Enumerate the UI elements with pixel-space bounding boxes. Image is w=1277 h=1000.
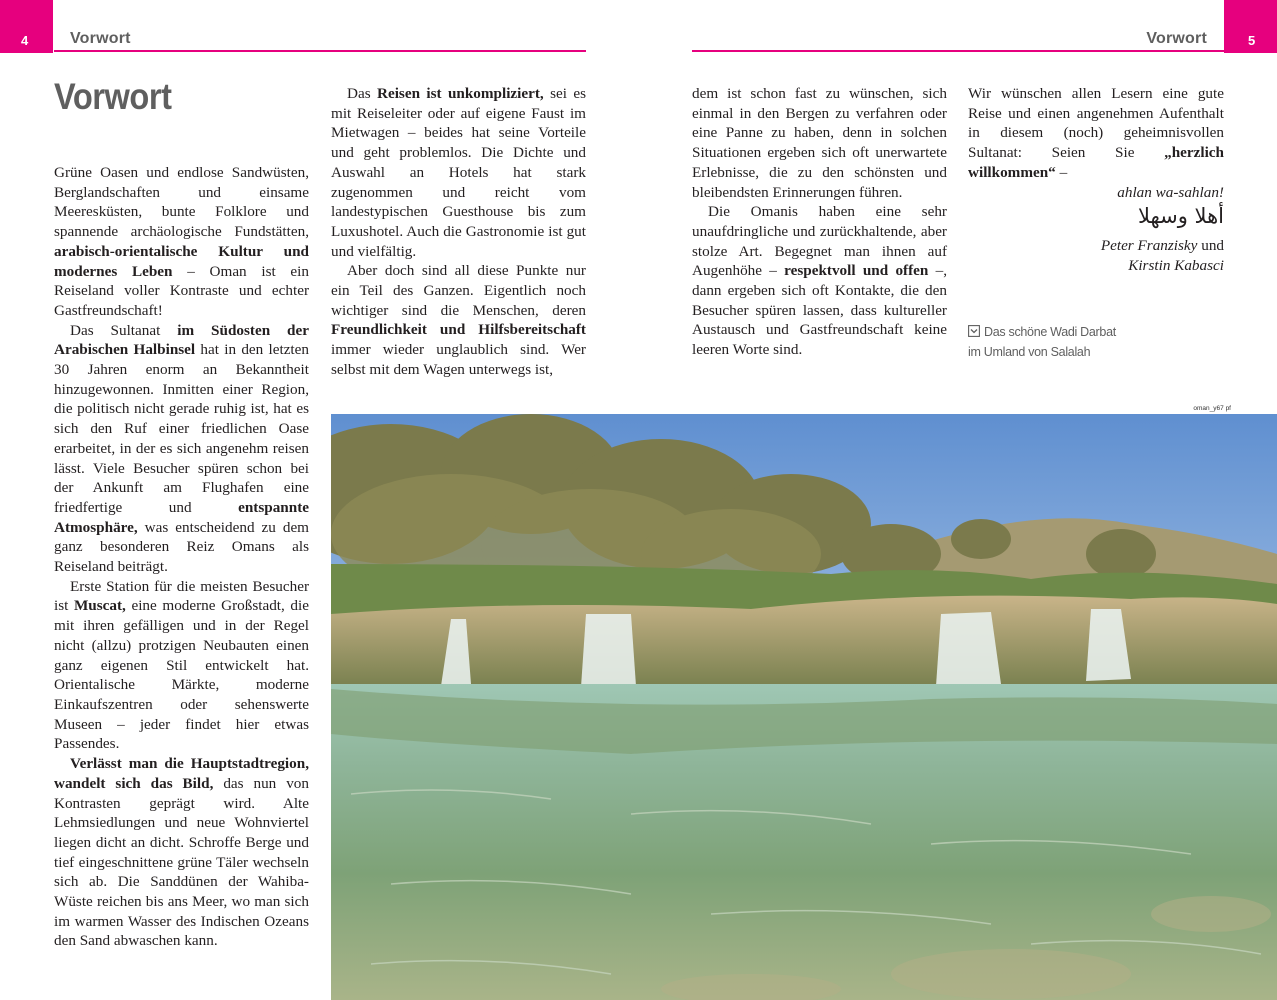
header-rule-right: [692, 50, 1224, 52]
paragraph: Grüne Oasen und endlose Sandwüsten, Berglandschaften und einsame Meeresküsten, bunte Folklore und spannende archäologische Fundstätten, arabisch-orientalische Kultur und modernes Leben – Oman ist ein Reiseland voller Kontraste und echter Gastfreundschaft!: [54, 164, 309, 319]
caption-line-2: im Umland von Salalah: [968, 345, 1091, 359]
page-number-right: 5: [1248, 33, 1256, 48]
running-head-left: Vorwort: [70, 30, 131, 47]
landscape-illustration: [331, 414, 1277, 1000]
photo-caption: [968, 322, 1168, 362]
photo-wadi-darbat: [331, 414, 1277, 1000]
text-column-1: [54, 163, 309, 951]
signature: Peter Franzisky und Kirstin Kabasci: [1100, 237, 1224, 274]
header-rule-left: [54, 50, 586, 52]
text-column-2: [331, 84, 586, 380]
caption-arrow-icon: [968, 325, 980, 337]
page-number-tab-left: [0, 0, 53, 53]
caption-line-1: Das schöne Wadi Darbat: [984, 325, 1116, 339]
paragraph: Verlässt man die Hauptstadtregion, wandelt sich das Bild, das nun von Kontrasten geprägt wird. Alte Lehmsiedlungen und neue Wohnviertel liegen dicht an dicht. Schroffe Berge und tief eingeschnittene grüne Täler wechseln sich ab. Die Sanddünen der Wahiba-Wüste reichen bis ans Meer, wo man sich im warmen Wasser des Indischen Ozeans den Sand abwaschen kann.: [54, 755, 309, 950]
paragraph: Aber doch sind all diese Punkte nur ein Teil des Ganzen. Eigentlich noch wichtiger sind die Menschen, deren Freundlichkeit und Hilfsbereitschaft immer wieder unglaublich sind. Wer selbst mit dem Wagen unterwegs ist,: [331, 262, 586, 378]
greeting-arabic: أهلا وسهلا: [1137, 204, 1224, 229]
paragraph: Die Omanis haben eine sehr unaufdringliche und zurückhaltende, aber stolze Art. Begegnet man ihnen auf Augenhöhe – respektvoll und offen –, dann ergeben sich oft Kontakte, die den Besucher spüren lassen, dass kultureller Austausch und Gastfreundschaft keine leeren Worte sind.: [692, 203, 947, 359]
paragraph: Das Reisen ist unkompliziert, sei es mit Reiseleiter oder auf eigene Faust im Mietwagen – beides hat seine Vorteile und geht problemlos. Die Dichte und Auswahl an Hotels hat stark zugenommen und reicht vom landestypischen Guesthouse bis zum Luxushotel. Auch die Gastronomie ist gut und vielfältig.: [331, 85, 587, 260]
photo-credit: oman_y67 pf: [1193, 405, 1231, 412]
text-column-4: [968, 84, 1224, 276]
page-number-tab-right: [1224, 0, 1277, 53]
page-title: Vorwort: [54, 76, 172, 117]
paragraph: Das Sultanat im Südosten der Arabischen Halbinsel hat in den letzten 30 Jahren enorm an Bekanntheit hinzugewonnen. Inmitten einer Region, die politisch nicht gerade ruhig ist, hat es sich den Ruf einer friedlichen Oase erarbeitet, in der es sich angenehm reisen lässt. Viele Besucher spüren schon bei der Ankunft am Flughafen eine friedfertige und entspannte Atmosphäre, was entscheidend zu dem ganz besonderen Reiz Omans als Reiseland beiträgt.: [54, 321, 309, 576]
running-head-right: Vorwort: [1146, 30, 1207, 47]
page-number-left: 4: [21, 33, 29, 48]
paragraph: Wir wünschen allen Lesern eine gute Reise und einen angenehmen Aufenthalt in diesem (noch) geheimnisvollen Sultanat: Seien Sie „herzlich willkommen“ –: [968, 85, 1224, 181]
greeting-transliteration: ahlan wa-sahlan!: [1117, 183, 1224, 201]
paragraph: dem ist schon fast zu wünschen, sich einmal in den Bergen zu verfahren oder eine Panne zu haben, denn in solchen Situationen ergeben sich oft unerwartete Erlebnisse, die zu den schönsten und bleibendsten Erinnerungen führen.: [692, 85, 947, 201]
text-column-3: [692, 84, 947, 360]
paragraph: Erste Station für die meisten Besucher ist Muscat, eine moderne Großstadt, die mit ihren gefälligen und in der Regel nicht (allzu) protzigen Neubauten einen ganz eigenen Stil entwickelt hat. Orientalische Märkte, moderne Einkaufszentren oder sehenswerte Museen – jeder findet hier etwas Passendes.: [54, 577, 309, 753]
